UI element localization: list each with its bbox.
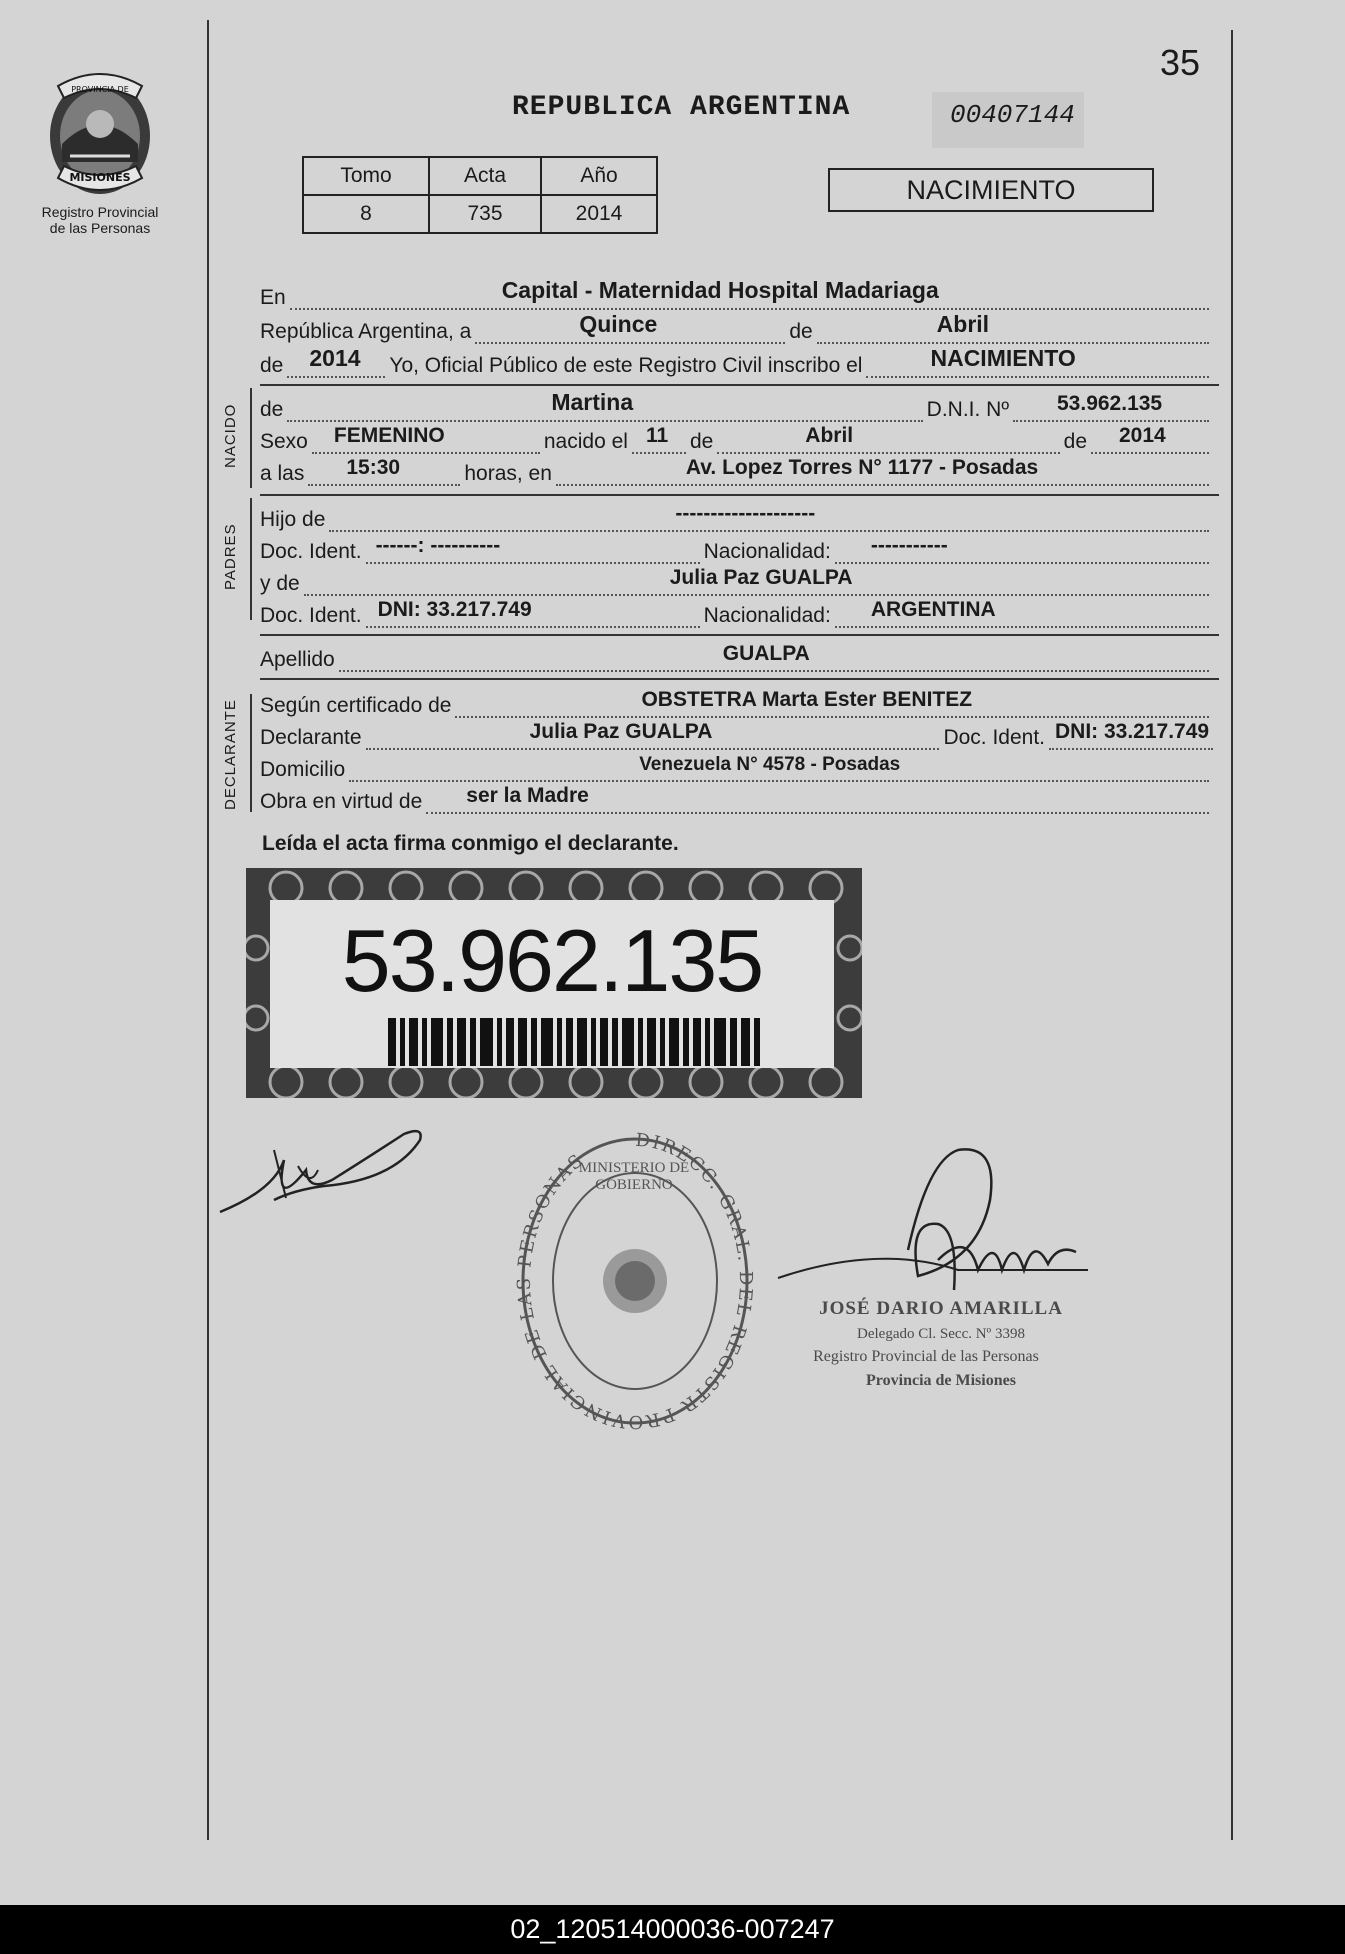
day-value: Quince xyxy=(579,311,658,337)
de-name-label: de xyxy=(260,398,284,421)
de2-label: de xyxy=(260,354,284,377)
mother-doc-label: Doc. Ident. xyxy=(260,604,362,627)
de-label: de xyxy=(789,320,813,343)
dni-big-number: 53.962.135 xyxy=(341,911,763,1010)
hijo-de-label: Hijo de xyxy=(260,508,326,531)
father-doc-label: Doc. Ident. xyxy=(260,540,362,563)
apellido-field xyxy=(339,642,1209,672)
svg-text:DIRECC. GRAL. DEL REGISTR PROV: DIRECC. GRAL. DEL REGISTR PROVINCIAL DE LAS PERSONAS xyxy=(513,1129,757,1433)
birth-day-field xyxy=(632,424,686,454)
cert-row xyxy=(260,688,1213,718)
place-field xyxy=(290,277,1209,310)
birth-year-field xyxy=(1091,424,1209,454)
mother-doc-value: DNI: 33.217.749 xyxy=(377,598,532,621)
y-de-label: y de xyxy=(260,572,300,595)
inscribo-field xyxy=(866,345,1209,378)
record-type-box: NACIMIENTO xyxy=(828,168,1154,212)
dni-field xyxy=(1013,392,1209,422)
file-id-footer: 02_120514000036-007247 xyxy=(0,1905,1345,1954)
official-name: JOSÉ DARIO AMARILLA xyxy=(819,1298,1063,1319)
sexo-label: Sexo xyxy=(260,430,308,453)
mother-nat-value: ARGENTINA xyxy=(870,598,996,621)
declarante-doc-label: Doc. Ident. xyxy=(943,726,1045,749)
day-field xyxy=(475,311,785,344)
right-margin-line xyxy=(1231,30,1233,1840)
domicilio-row xyxy=(260,752,1213,782)
inscribo-label: Yo, Oficial Público de este Registro Civil inscribo el xyxy=(389,354,863,377)
place-row xyxy=(260,277,1213,310)
date-row xyxy=(260,311,1213,344)
month-value: Abril xyxy=(936,311,990,337)
de-year-label: de xyxy=(1063,430,1087,453)
sexo-value: FEMENINO xyxy=(333,424,445,447)
apellido-row xyxy=(260,642,1213,672)
mother-nat-label: Nacionalidad: xyxy=(703,604,831,627)
declarante-doc-field xyxy=(1049,720,1213,750)
apellido-value: GUALPA xyxy=(722,642,810,665)
father-name-field xyxy=(329,502,1209,532)
horas-label: horas, en xyxy=(464,462,552,485)
birth-month-value: Abril xyxy=(805,424,854,447)
de-month-label: de xyxy=(689,430,714,453)
name-row xyxy=(260,389,1213,422)
nacido-bar xyxy=(250,388,252,488)
year-field xyxy=(287,345,385,378)
newborn-dni: 53.962.135 xyxy=(1057,392,1163,415)
obra-field xyxy=(426,784,1209,814)
stamp-inner-text: MINISTERIO DE GOBIERNO xyxy=(578,1160,690,1193)
declarante-field xyxy=(366,720,940,750)
time-row xyxy=(260,456,1213,486)
dni-barcode xyxy=(388,1018,760,1066)
declarante-value: Julia Paz GUALPA xyxy=(529,720,713,743)
birth-place-field xyxy=(556,456,1209,486)
declarante-bar xyxy=(250,694,252,812)
father-doc-value: ------: ---------- xyxy=(375,534,501,557)
declarant-signature xyxy=(214,1120,434,1220)
nacido-el-label: nacido el xyxy=(543,430,628,453)
acta-header: Acta xyxy=(429,157,541,195)
place-value: Capital - Maternidad Hospital Madariaga xyxy=(501,277,939,303)
time-field xyxy=(308,456,460,486)
official-province: Provincia de Misiones xyxy=(866,1372,1016,1389)
nacido-top-line xyxy=(260,384,1219,386)
a-las-label: a las xyxy=(260,462,305,485)
domicilio-value: Venezuela N° 4578 - Posadas xyxy=(639,754,901,775)
cert-field xyxy=(455,688,1209,718)
domicilio-label: Domicilio xyxy=(260,758,346,781)
dni-label-card xyxy=(246,868,862,1098)
nacido-section-label: NACIDO xyxy=(222,403,239,468)
mother-doc-field xyxy=(366,598,700,628)
closing-statement: Leída el acta firma conmigo el declarante. xyxy=(262,832,679,855)
cert-label: Según certificado de xyxy=(260,694,452,717)
logo-caption: Registro Provincial de las Personas xyxy=(41,204,159,236)
birth-place-value: Av. Lopez Torres N° 1177 - Posadas xyxy=(685,456,1039,479)
declarante-label: Declarante xyxy=(260,726,362,749)
dni-label-inner xyxy=(270,900,834,1068)
republica-label: República Argentina, a xyxy=(260,320,472,343)
name-field xyxy=(287,389,922,422)
declarant-row xyxy=(260,720,1213,750)
apellido-top-line xyxy=(260,634,1219,636)
anio-value: 2014 xyxy=(541,195,657,233)
province-crest-logo xyxy=(44,66,156,198)
mother-name-value: Julia Paz GUALPA xyxy=(669,566,853,589)
month-field xyxy=(817,311,1209,344)
tomo-header: Tomo xyxy=(303,157,429,195)
father-row xyxy=(260,502,1213,532)
mother-nat-field xyxy=(835,598,1209,628)
mother-doc-row xyxy=(260,598,1213,628)
father-nat-label: Nacionalidad: xyxy=(703,540,831,563)
birth-day-value: 11 xyxy=(645,424,669,447)
mother-name-field xyxy=(304,566,1209,596)
official-title: Delegado Cl. Secc. Nº 3398 xyxy=(857,1326,1025,1342)
obra-label: Obra en virtud de xyxy=(260,790,423,813)
document-title: REPUBLICA ARGENTINA xyxy=(512,92,851,123)
obra-row xyxy=(260,784,1213,814)
en-label: En xyxy=(260,286,286,309)
tomo-value: 8 xyxy=(303,195,429,233)
padres-bar xyxy=(250,498,252,620)
serial-number: 00407144 xyxy=(932,92,1084,148)
inscribo-value: NACIMIENTO xyxy=(930,345,1076,371)
cert-value: OBSTETRA Marta Ester BENITEZ xyxy=(641,688,973,711)
registry-table xyxy=(302,156,658,234)
father-name-value: -------------------- xyxy=(675,502,816,525)
dni-label: D.N.I. Nº xyxy=(926,398,1009,421)
acta-value: 735 xyxy=(429,195,541,233)
newborn-name: Martina xyxy=(551,389,634,415)
padres-section-label: PADRES xyxy=(222,523,239,590)
obra-value: ser la Madre xyxy=(466,784,589,807)
inscribo-row xyxy=(260,345,1213,378)
birth-time: 15:30 xyxy=(346,456,401,479)
declarante-doc-value: DNI: 33.217.749 xyxy=(1055,720,1210,743)
apellido-label: Apellido xyxy=(260,648,335,671)
svg-text:MISIONES: MISIONES xyxy=(69,171,131,184)
left-margin-line xyxy=(207,20,209,1840)
father-doc-field xyxy=(366,534,700,564)
sexo-field xyxy=(312,424,540,454)
sex-row xyxy=(260,424,1213,454)
declarante-top-line xyxy=(260,678,1219,680)
padres-top-line xyxy=(260,494,1219,496)
year-value: 2014 xyxy=(309,345,361,371)
mother-row xyxy=(260,566,1213,596)
declarante-section-label: DECLARANTE xyxy=(222,699,239,810)
father-nat-field xyxy=(835,534,1209,564)
father-doc-row xyxy=(260,534,1213,564)
domicilio-field xyxy=(349,754,1209,782)
svg-text:PROVINCIA DE: PROVINCIA DE xyxy=(71,85,129,94)
official-office: Registro Provincial de las Personas xyxy=(813,1348,1039,1365)
page-number: 35 xyxy=(1160,42,1201,83)
anio-header: Año xyxy=(541,157,657,195)
birth-year-value: 2014 xyxy=(1119,424,1166,447)
birth-month-field xyxy=(717,424,1059,454)
father-nat-value: ----------- xyxy=(870,534,948,557)
